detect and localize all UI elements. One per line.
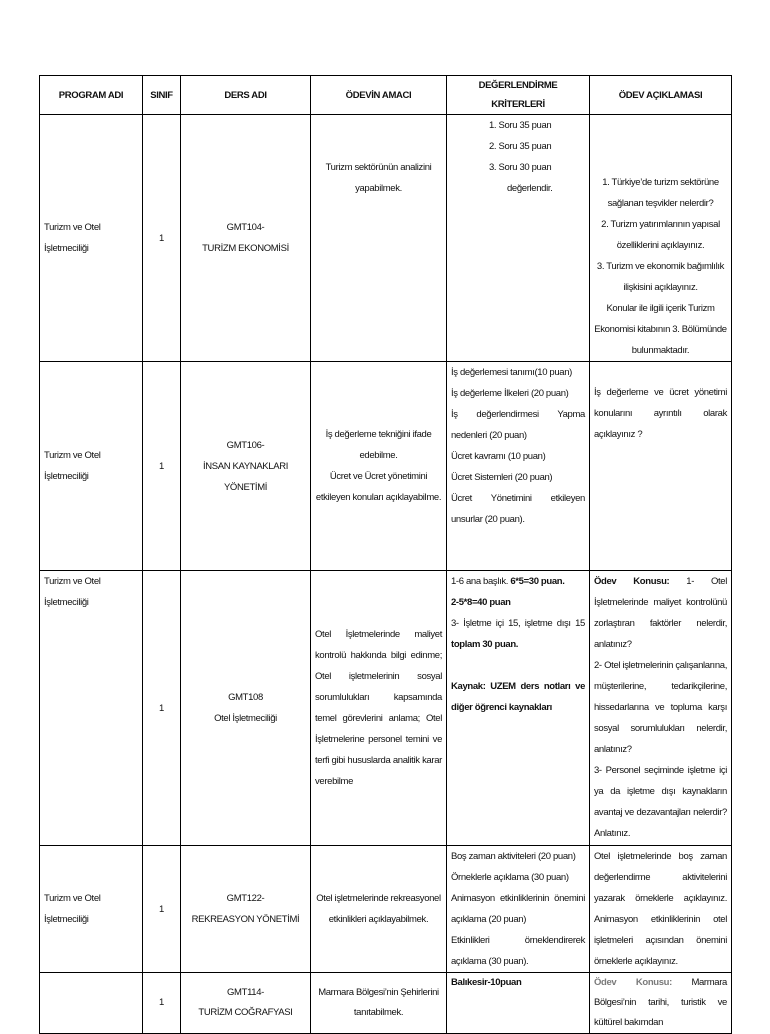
program-line: İşletmeciliği [44, 914, 89, 925]
kriter-cell [447, 571, 590, 846]
amac-line: Ücret ve Ücret yönetimini [329, 471, 428, 482]
odev-konusu-label: Ödev Konusu: [594, 977, 672, 988]
amac-line: tanıtabilmek. [353, 1007, 404, 1018]
kriter-item: Ücret Sistemleri (20 puan) [451, 472, 553, 483]
ders-code: GMT108 [228, 692, 263, 703]
aciklama-p1 [594, 571, 727, 655]
amac-cell [311, 571, 447, 846]
program-line: İşletmeciliği [44, 243, 89, 254]
aciklama-line: 1. Türkiye’de turizm sektörüne [602, 177, 719, 188]
kriter-item: İş değerlemesi tanımı(10 puan) [451, 367, 572, 378]
ders-name: Otel İşletmeciliği [214, 713, 277, 724]
amac-cell [311, 846, 447, 973]
amac-cell [311, 973, 447, 1034]
kriter-item: İş değerlendirmesi Yapma nedenleri (20 puan) [451, 409, 585, 441]
kriter-line: 2-5*8=40 puan [451, 597, 511, 608]
table-row [40, 846, 732, 973]
kriter-item: Örneklerle açıklama (30 puan) [451, 872, 569, 883]
assignment-table [39, 75, 732, 1034]
aciklama-line: 3. Turizm ve ekonomik bağımlılık [596, 261, 725, 272]
program-cell [40, 571, 143, 846]
header-amac: ÖDEVİN AMACI [311, 76, 447, 115]
ders-code: GMT106- [226, 439, 265, 451]
table-row [40, 115, 732, 362]
kriter-item: 2. Soru 35 puan [489, 141, 552, 152]
kriter-cell: Balıkesir-10puan [447, 973, 590, 1034]
ders-name: İNSAN KAYNAKLARI YÖNETİMİ [202, 460, 289, 493]
amac-line: Marmara Bölgesi’nin Şehirlerini [318, 987, 439, 998]
aciklama-line: bulunmaktadır. [631, 345, 690, 356]
aciklama-text: 1- Otel İşletmelerinde maliyet kontrolünü zorlaştıran faktörler nelerdir, anlatınız? [594, 576, 727, 650]
sinif-cell: 1 [143, 571, 181, 846]
kriter-item: 3. Soru 30 puan [489, 162, 552, 173]
kriter-cell [447, 362, 590, 571]
amac-line: Otel işletmelerinde rekreasyonel [316, 893, 441, 904]
header-kriter: DEĞERLENDİRME KRİTERLERİ [447, 76, 590, 115]
aciklama-line: Konular ile ilgili içerik Turizm [606, 303, 715, 314]
amac-cell [311, 115, 447, 362]
kriter-item: Ücret kavramı (10 puan) [451, 451, 546, 462]
odev-konusu-label: Ödev Konusu: [594, 576, 670, 587]
ders-name: TURİZM EKONOMİSİ [202, 243, 289, 254]
aciklama-cell [590, 362, 732, 571]
amac-line: yapabilmek. [355, 183, 402, 194]
header-ders: DERS ADI [181, 76, 311, 115]
ders-name: REKREASYON YÖNETİMİ [191, 914, 300, 925]
aciklama-text: Otel işletmelerinde boş zaman değerlendirme aktivitelerini yazarak örneklerle açıklayınız. Animasyon etkinliklerinin otel işletmeleri açısından önemini örneklerle açıklayınız. [594, 851, 727, 967]
aciklama-line: ilişkisini açıklayınız. [623, 282, 698, 293]
table-header-row [40, 76, 732, 115]
program-line: Turizm ve Otel [44, 893, 101, 904]
ders-name: TURİZM COĞRAFYASI [198, 1007, 293, 1018]
aciklama-line: Ekonomisi kitabının 3. Bölümünde [594, 324, 727, 335]
kriter-item: Etkinlikleri örneklendirerek açıklama (30 puan). [451, 935, 585, 967]
kriter-item: Ücret Yönetimini etkileyen unsurlar (20 puan). [451, 493, 585, 525]
aciklama-line: sağlanan teşvikler nelerdir? [607, 198, 714, 209]
kriter-item: değerlendir. [507, 183, 553, 194]
header-aciklama: ÖDEV AÇIKLAMASI [590, 76, 732, 115]
aciklama-line: 2. Turizm yatırımlarının yapısal [601, 219, 720, 230]
aciklama-line: özelliklerini açıklayınız. [616, 240, 705, 251]
aciklama-cell [590, 846, 732, 973]
kriter-points: toplam 30 puan. [451, 639, 519, 650]
kriter-cell [447, 115, 590, 362]
aciklama-p2: 2- Otel işletmelerinin çalışanlarına, müşterilerine, tedarikçilerine, hissedarlarına ve topluma karşı sosyal sorumlulukları nelerdir, anlatınız? [594, 660, 727, 755]
ders-code: GMT104- [226, 222, 265, 233]
program-cell [40, 973, 143, 1034]
program-line: İşletmeciliği [44, 597, 89, 608]
program-cell [40, 846, 143, 973]
kriter-item: Animasyon etkinliklerinin önemini açıklama (20 puan) [451, 893, 585, 925]
kriter-text: 1-6 ana başlık. [451, 576, 511, 587]
program-line: Turizm ve Otel [44, 576, 101, 587]
kriter-item: 1. Soru 35 puan [489, 120, 552, 131]
amac-line: Turizm sektörünün analizini [325, 162, 432, 173]
program-cell [40, 115, 143, 362]
program-cell [40, 362, 143, 571]
kriter-source: Kaynak: UZEM ders notları ve diğer öğrenci kaynakları [451, 681, 585, 713]
aciklama-text: Marmara Bölgesi’nin tarihi, turistik ve kültürel bakımdan [594, 977, 727, 1028]
ders-cell [181, 846, 311, 973]
ders-cell [181, 571, 311, 846]
program-line: Turizm ve Otel [44, 450, 101, 461]
kriter-line [451, 571, 585, 592]
sinif-cell: 1 [143, 115, 181, 362]
spacer [451, 655, 585, 676]
sinif-cell: 1 [143, 362, 181, 571]
aciklama-cell [590, 115, 732, 362]
amac-cell [311, 362, 447, 571]
table-row [40, 362, 732, 571]
amac-line: edebilme. [359, 450, 398, 461]
ders-cell [181, 362, 311, 571]
header-sinif: SINIF [143, 76, 181, 115]
sinif-cell: 1 [143, 973, 181, 1034]
table-row [40, 973, 732, 1034]
ders-code: GMT122- [226, 893, 265, 904]
ders-cell [181, 115, 311, 362]
program-line: İşletmeciliği [44, 471, 89, 482]
kriter-line [451, 613, 585, 655]
kriter-points: 6*5=30 puan. [510, 576, 565, 587]
table-row [40, 571, 732, 846]
aciklama-cell [590, 571, 732, 846]
amac-line: İş değerleme tekniğini ifade [325, 429, 432, 440]
kriter-item: İş değerleme İlkeleri (20 puan) [451, 388, 569, 399]
aciklama-cell [590, 973, 732, 1034]
program-line: Turizm ve Otel [44, 222, 101, 233]
aciklama-text: İş değerleme ve ücret yönetimi konularını ayrıntılı olarak açıklayınız ? [594, 387, 727, 440]
amac-line: etkileyen konuları açıklayabilme. [315, 492, 442, 503]
kriter-text: 3- İşletme içi 15, işletme dışı 15 [451, 618, 585, 629]
kriter-cell [447, 846, 590, 973]
amac-text: Otel İşletmelerinde maliyet kontrolü hakkında bilgi edinme; Otel işletmelerinin sosyal sorumlulukları kapsamında temel görevlerini anlama; Otel İşletmelerine personel temini ve terfi gibi hususlarda analitik karar verebilme [315, 629, 442, 787]
sinif-cell: 1 [143, 846, 181, 973]
amac-line: etkinlikleri açıklayabilmek. [328, 914, 429, 925]
aciklama-p3: 3- Personel seçiminde işletme içi ya da işletme dışı kaynakların avantaj ve dezavantajları nelerdir? Anlatınız. [594, 765, 727, 839]
kriter-item: Boş zaman aktiviteleri (20 puan) [451, 851, 576, 862]
ders-cell [181, 973, 311, 1034]
header-program: PROGRAM ADI [40, 76, 143, 115]
ders-code: GMT114- [227, 987, 264, 998]
